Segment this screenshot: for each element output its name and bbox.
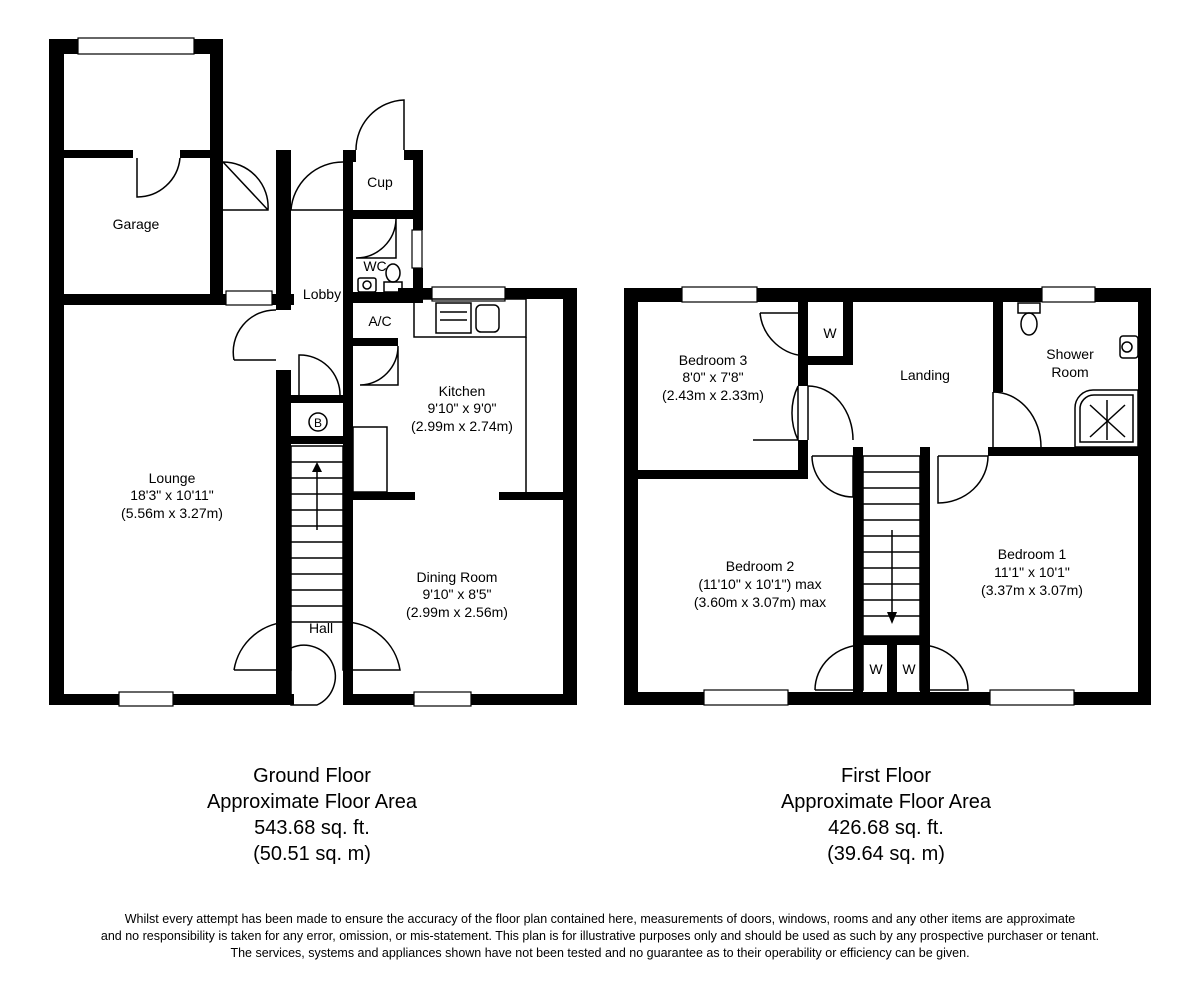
disclaimer bbox=[0, 911, 1200, 962]
ground-floor-area-caption bbox=[112, 763, 512, 867]
door-swing bbox=[356, 219, 396, 258]
room-dims-lounge: 18'3" x 10'11" bbox=[130, 487, 214, 503]
room-dims-bedroom3: 8'0" x 7'8" bbox=[682, 369, 744, 385]
room-label-lounge: Lounge bbox=[148, 470, 196, 486]
boiler-label: B bbox=[313, 416, 323, 430]
room-label-bedroom1: Bedroom 1 bbox=[997, 546, 1067, 562]
disclaimer-line: and no responsibility is taken for any error, omission, or mis-statement. This plan is for illustrative purposes only and should be used as such by any prospective purchaser or tenant. bbox=[100, 929, 1100, 943]
wardrobe-label: W bbox=[869, 661, 883, 677]
door-swing bbox=[291, 162, 343, 210]
room-label-hall: Hall bbox=[308, 620, 334, 636]
wardrobe-label: W bbox=[823, 325, 837, 341]
room-label-lobby: Lobby bbox=[302, 286, 342, 302]
room-metric-kitchen: (2.99m x 2.74m) bbox=[411, 418, 513, 434]
room-metric-lounge: (5.56m x 3.27m) bbox=[121, 505, 223, 521]
door-swing bbox=[808, 386, 853, 440]
sink-icon bbox=[476, 305, 499, 332]
kitchen-unit bbox=[353, 427, 387, 492]
room-label-kitchen: Kitchen bbox=[438, 383, 486, 399]
door-swing bbox=[291, 645, 335, 705]
staircase bbox=[291, 446, 343, 622]
window bbox=[414, 692, 471, 706]
kitchen-dining-walls bbox=[49, 288, 577, 705]
garage-door bbox=[78, 38, 194, 54]
toilet-icon bbox=[386, 264, 400, 282]
ground-floor-area-sqft: 543.68 sq. ft. bbox=[254, 817, 370, 839]
disclaimer-line: The services, systems and appliances shown have not been tested and no guarantee as to their operability or efficiency can be given. bbox=[230, 946, 970, 960]
door-swing bbox=[812, 456, 853, 497]
door-swing bbox=[233, 310, 276, 360]
sink-icon bbox=[436, 303, 471, 333]
window bbox=[412, 230, 422, 268]
room-label-shower-room: Room bbox=[1051, 364, 1089, 380]
room-dims-kitchen: 9'10" x 9'0" bbox=[427, 400, 497, 416]
garage-walls bbox=[49, 39, 294, 705]
window bbox=[990, 690, 1074, 705]
basin-icon bbox=[363, 281, 371, 289]
window bbox=[226, 291, 272, 305]
ground-floor-title: Ground Floor bbox=[253, 765, 371, 787]
toilet-icon bbox=[1021, 313, 1037, 335]
wardrobe-label: W bbox=[902, 661, 916, 677]
door-swing bbox=[137, 158, 180, 197]
door-swing bbox=[360, 346, 398, 385]
room-dims-dining: 9'10" x 8'5" bbox=[422, 586, 492, 602]
door-swing bbox=[223, 162, 268, 210]
room-metric-bedroom2: (3.60m x 3.07m) max bbox=[693, 594, 827, 610]
basin-icon bbox=[1122, 342, 1132, 352]
window bbox=[1042, 287, 1095, 302]
door-swing bbox=[356, 100, 404, 150]
room-label-bedroom3: Bedroom 3 bbox=[678, 352, 748, 368]
room-label-landing: Landing bbox=[900, 367, 950, 383]
toilet-icon bbox=[1018, 303, 1040, 313]
window bbox=[704, 690, 788, 705]
first-floor-subtitle: Approximate Floor Area bbox=[780, 791, 992, 813]
room-metric-bedroom1: (3.37m x 3.07m) bbox=[981, 582, 1083, 598]
room-label-bedroom2: Bedroom 2 bbox=[725, 558, 795, 574]
ground-floor-subtitle: Approximate Floor Area bbox=[206, 791, 418, 813]
disclaimer-line: Whilst every attempt has been made to ensure the accuracy of the floor plan contained here, measurements of doors, windows, rooms and any other items are approximate bbox=[124, 912, 1076, 926]
door-swing bbox=[299, 355, 340, 395]
room-label-ac: A/C bbox=[368, 313, 392, 329]
first-floor-area-sqm: (39.64 sq. m) bbox=[827, 843, 945, 865]
basin-icon bbox=[358, 278, 376, 292]
door-swing bbox=[938, 456, 988, 503]
room-metric-bedroom3: (2.43m x 2.33m) bbox=[662, 387, 764, 403]
room-label-cup: Cup bbox=[367, 174, 393, 190]
staircase bbox=[863, 456, 920, 636]
first-floor-area-sqft: 426.68 sq. ft. bbox=[828, 817, 944, 839]
first-floor-area-caption bbox=[686, 763, 1086, 867]
door-swing bbox=[993, 392, 1041, 447]
room-dims-bedroom2: (11'10" x 10'1") max bbox=[698, 576, 822, 592]
room-label-garage: Garage bbox=[112, 216, 160, 232]
room-metric-dining: (2.99m x 2.56m) bbox=[406, 604, 508, 620]
room-dims-bedroom1: 11'1" x 10'1" bbox=[994, 564, 1070, 580]
ground-floor-area-sqm: (50.51 sq. m) bbox=[253, 843, 371, 865]
worktop bbox=[414, 299, 526, 337]
first-floor-title: First Floor bbox=[841, 765, 931, 787]
window bbox=[119, 692, 173, 706]
window bbox=[682, 287, 757, 302]
room-label-wc: WC bbox=[363, 258, 387, 274]
room-label-dining: Dining Room bbox=[416, 569, 498, 585]
room-label-shower: Shower bbox=[1046, 346, 1094, 362]
